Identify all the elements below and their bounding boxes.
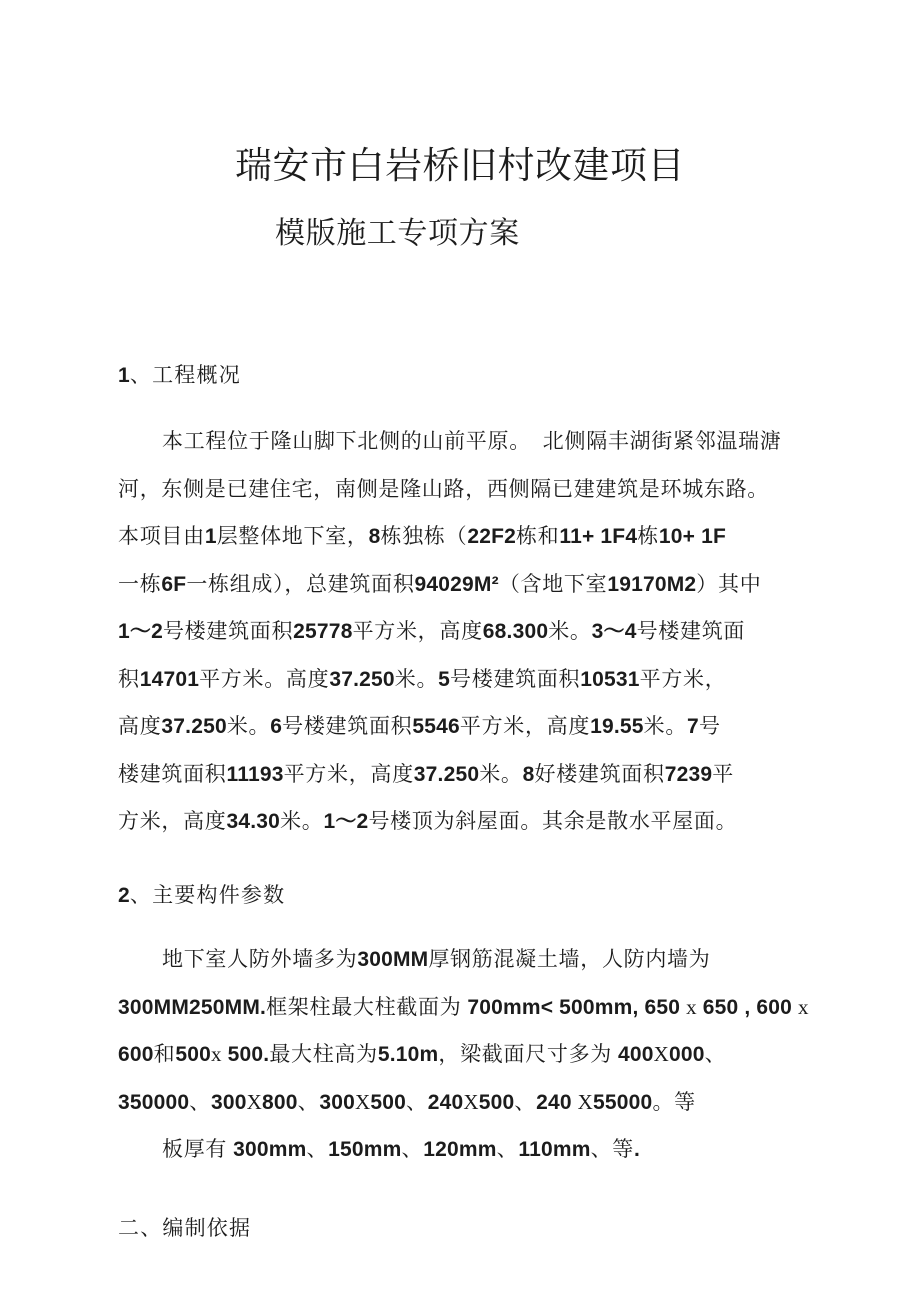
numeric-run: 350000 <box>118 1090 190 1114</box>
numeric-run: , <box>744 995 751 1019</box>
numeric-run: 7 <box>687 715 699 738</box>
numeric-run: 19170M2 <box>607 572 697 596</box>
numeric-run: 5 <box>438 667 451 691</box>
numeric-run: 37.250 <box>161 715 227 738</box>
numeric-run: 600 <box>118 1043 154 1066</box>
numeric-run: 8 <box>368 525 381 548</box>
numeric-run: 22F2 <box>467 525 516 548</box>
numeric-run: 500 <box>478 1090 515 1114</box>
text-line: 1～2号楼建筑面积25778平方米，高度68.300米。3～4号楼建筑面 <box>118 619 746 643</box>
numeric-run: 500. <box>227 1043 270 1066</box>
numeric-run: 7239 <box>664 762 713 786</box>
section-paragraph-project-overview <box>118 418 848 846</box>
serif-x-run: X <box>246 1089 262 1114</box>
numeric-run: 300MM250MM. <box>118 995 267 1019</box>
numeric-run: 110mm <box>518 1138 591 1161</box>
numeric-run: 600 <box>756 995 793 1019</box>
numeric-run: 300 <box>319 1090 355 1114</box>
text-line: 本项目由1层整体地下室，8栋独栋（22F2栋和11+ 1F4栋10+ 1F <box>118 524 727 548</box>
numeric-run: 25778 <box>293 620 353 643</box>
numeric-run: 240 <box>427 1090 464 1114</box>
text-line: 板厚有 300mm、150mm、120mm、110mm、等. <box>162 1137 641 1161</box>
serif-x-run: X <box>354 1089 371 1114</box>
text-line: 楼建筑面积11193平方米，高度37.250米。8好楼建筑面积7239平 <box>118 761 734 786</box>
serif-x-run: X <box>577 1089 594 1114</box>
numeric-run: 500 <box>175 1043 211 1066</box>
numeric-run: 000 <box>668 1043 705 1066</box>
numeric-run: 3～4 <box>591 620 637 643</box>
serif-x-run: X <box>463 1089 479 1114</box>
numeric-run: 6 <box>270 715 283 738</box>
serif-x-run: x <box>797 994 809 1019</box>
numeric-run: 8 <box>522 762 535 786</box>
numeric-run: 120mm <box>423 1138 497 1161</box>
text-line: 300MM250MM.框架柱最大柱截面为 700mm< 500mm, 650 x 650 , 600 x <box>118 994 809 1019</box>
numeric-run: 68.300 <box>482 620 549 643</box>
numeric-run: 34.30 <box>226 810 281 833</box>
text-line: 积14701平方米。高度37.250米。5号楼建筑面积10531平方米， <box>118 666 727 691</box>
numeric-run: 14701 <box>139 667 200 691</box>
numeric-run: 1 <box>118 364 130 387</box>
numeric-run: 11+ <box>559 525 595 548</box>
document-title: 瑞安市白岩桥旧村改建项目 <box>235 146 685 187</box>
numeric-run: 5546 <box>412 715 460 738</box>
numeric-run: 37.250 <box>413 762 480 786</box>
numeric-run: 19.55 <box>590 715 644 738</box>
document-subtitle: 模版施工专项方案 <box>275 217 520 250</box>
numeric-run: 800 <box>262 1090 298 1114</box>
numeric-run: 1～2 <box>118 620 163 643</box>
numeric-run: 150mm <box>328 1138 402 1161</box>
numeric-run: 650 <box>702 995 739 1019</box>
numeric-run: 94029M² <box>414 572 499 596</box>
section-heading-project-overview: 1、工程概况 <box>118 363 241 387</box>
text-line: 地下室人防外墙多为300MM厚钢筋混凝土墙，人防内墙为 <box>162 947 711 971</box>
numeric-run: 2 <box>118 884 130 907</box>
serif-x-run: x <box>210 1042 222 1066</box>
numeric-run: 300MM <box>357 948 429 971</box>
numeric-run: 500 <box>370 1090 406 1114</box>
section-paragraph-component-parameters <box>118 936 848 1174</box>
numeric-run: 650 <box>644 995 681 1019</box>
serif-x-run: x <box>686 994 697 1019</box>
numeric-run: 5.10m <box>377 1043 439 1066</box>
numeric-run: 1～2 <box>323 810 369 833</box>
numeric-run: 500mm, <box>559 995 639 1019</box>
numeric-run: 1F4 <box>600 525 638 548</box>
section-heading-compilation-basis: 二、编制依据 <box>118 1216 252 1240</box>
numeric-run: 400 <box>617 1043 654 1066</box>
numeric-run: 10531 <box>580 667 640 691</box>
numeric-run: . <box>633 1138 641 1161</box>
text-line: 方米，高度34.30米。1～2号楼顶为斜屋面。其余是散水平屋面。 <box>118 809 738 833</box>
numeric-run: 37.250 <box>329 667 395 691</box>
numeric-run: 700mm< <box>467 995 554 1019</box>
numeric-run: 240 <box>536 1090 572 1114</box>
numeric-run: 10+ <box>658 525 696 548</box>
text-line: 一栋6F一栋组成），总建筑面积94029M²（含地下室19170M2）其中 <box>118 571 762 596</box>
text-line: 本工程位于隆山脚下北侧的山前平原。 北侧隔丰湖街紧邻温瑞溏 <box>162 429 782 453</box>
serif-x-run: X <box>653 1042 669 1066</box>
text-line: 高度37.250米。6号楼建筑面积5546平方米，高度19.55米。7号 <box>118 714 721 738</box>
numeric-run: 1 <box>204 525 217 548</box>
numeric-run: 300 <box>210 1090 247 1114</box>
numeric-run: 11193 <box>226 762 284 786</box>
numeric-run: 1F <box>701 525 727 548</box>
text-line: 河，东侧是已建住宅，南侧是隆山路，西侧隔已建建筑是环城东路。 <box>118 476 769 501</box>
numeric-run: 300mm <box>233 1138 307 1161</box>
numeric-run: 6F <box>161 572 187 596</box>
section-heading-component-parameters: 2、主要构件参数 <box>118 883 286 907</box>
numeric-run: 55000 <box>593 1090 653 1114</box>
text-line: 350000、300X800、300X500、240X500、240 X55000。等 <box>118 1089 696 1114</box>
text-line: 600和500x 500.最大柱高为5.10m，梁截面尺寸多为 400X000、 <box>118 1042 727 1066</box>
